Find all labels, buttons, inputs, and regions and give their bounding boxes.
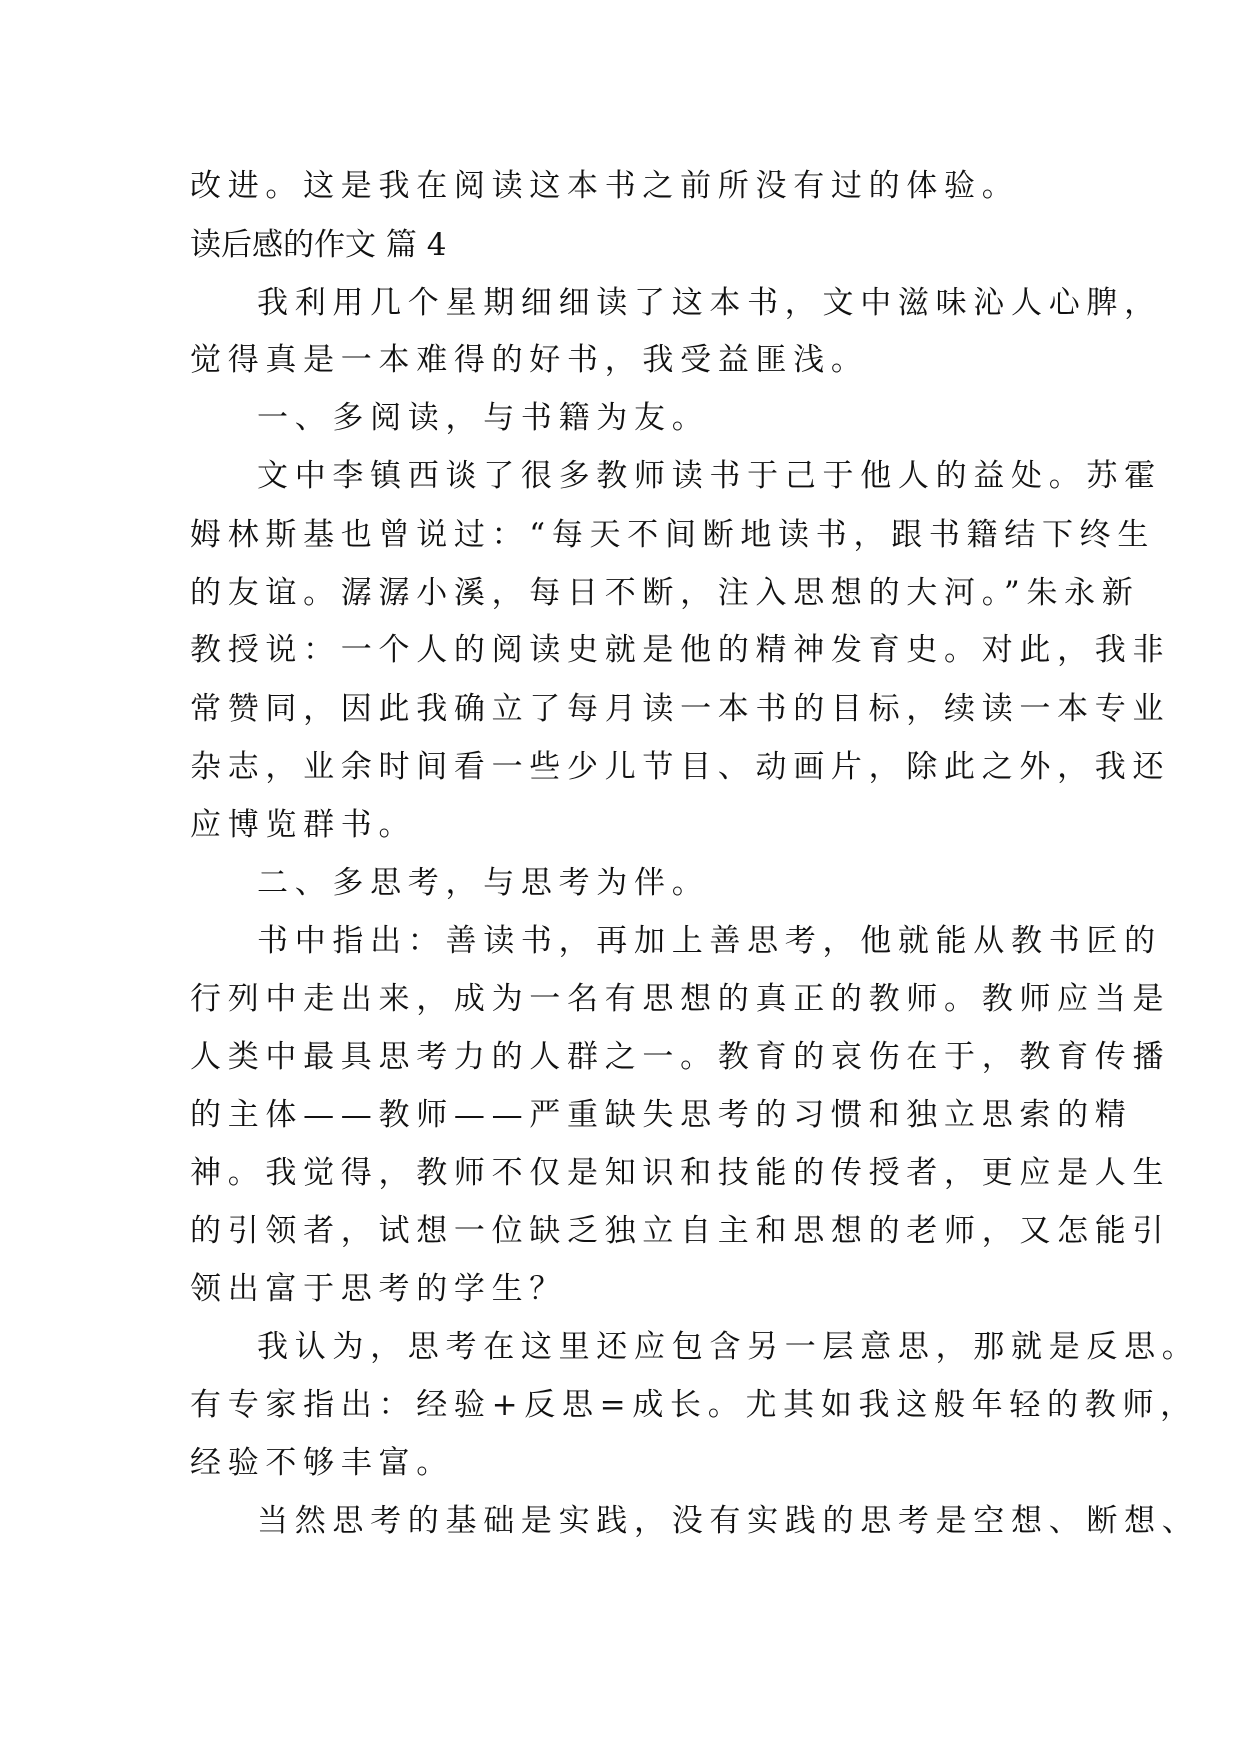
text-line: 神。我觉得，教师不仅是知识和技能的传授者，更应是人生 — [190, 1155, 1171, 1191]
text-line: 行列中走出来，成为一名有思想的真正的教师。教师应当是 — [190, 981, 1171, 1017]
text-line: 我利用几个星期细细读了这本书，文中滋味沁人心脾， — [257, 285, 1162, 321]
text-line: 的主体——教师——严重缺失思考的习惯和独立思索的精 — [190, 1097, 1133, 1133]
text-line: 人类中最具思考力的人群之一。教育的哀伤在于，教育传播 — [190, 1039, 1171, 1075]
text-line: 的引领者，试想一位缺乏独立自主和思想的老师，又怎能引 — [190, 1213, 1171, 1249]
text-line: 常赞同，因此我确立了每月读一本书的目标，续读一本专业 — [190, 691, 1171, 727]
subheading: 一、多阅读，与书籍为友。 — [257, 400, 710, 436]
text-line: 书中指出：善读书，再加上善思考，他就能从教书匠的 — [257, 923, 1162, 959]
text-line: 我认为，思考在这里还应包含另一层意思，那就是反思。 — [257, 1329, 1200, 1365]
text-line: 杂志，业余时间看一些少儿节目、动画片，除此之外，我还 — [190, 749, 1171, 785]
text-line: 应博览群书。 — [190, 807, 417, 843]
subheading: 二、多思考，与思考为伴。 — [257, 865, 710, 901]
text-line: 觉得真是一本难得的好书，我受益匪浅。 — [190, 342, 869, 378]
text-line: 有专家指出：经验+反思=成长。尤其如我这般年轻的教师， — [190, 1387, 1198, 1423]
text-line: 的友谊。潺潺小溪，每日不断，注入思想的大河。”朱永新 — [190, 575, 1140, 611]
section-heading: 读后感的作文 篇 4 — [190, 227, 447, 263]
text-line: 姆林斯基也曾说过：“每天不间断地读书，跟书籍结下终生 — [190, 517, 1156, 553]
text-line: 领出富于思考的学生？ — [190, 1271, 567, 1307]
text-line: 改进。这是我在阅读这本书之前所没有过的体验。 — [190, 168, 1020, 204]
text-line: 经验不够丰富。 — [190, 1445, 454, 1481]
text-line: 文中李镇西谈了很多教师读书于己于他人的益处。苏霍 — [257, 458, 1162, 494]
text-line: 教授说：一个人的阅读史就是他的精神发育史。对此，我非 — [190, 632, 1171, 668]
text-line: 当然思考的基础是实践，没有实践的思考是空想、断想、 — [257, 1503, 1200, 1539]
